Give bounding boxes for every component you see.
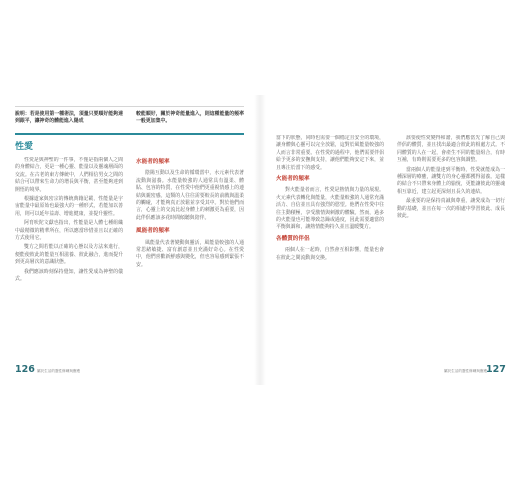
- paragraph: 當兩個人的能量達到平衡時，性愛就能成為一種深層的療癒，讓雙方的身心靈都獲得滋養。這樣的結合不只帶來身體上的愉悅，更能讓彼此的靈魂相互靠近，建立起更深刻且長久的連結。: [397, 166, 505, 195]
- paragraph: 根據道家與密宗的傳統典籍記載，性能量是宇宙能量中最原始也最強大的一種形式，若能加以善用，則可以延年益壽、增進健康，並提升靈性。: [15, 196, 123, 217]
- paragraph: 該要使性愛變得和諧，我們應當先了解自己與伴侶的體質，並且找出最適合彼此的相處方式。不同體質的人在一起，會產生不同的能量組合，有時互補，有時則需要更多的包容與調整。: [397, 135, 505, 164]
- paragraph: 最重要的是保持真誠與尊重，讓愛成為一切行動的基礎，並且在每一次的相處中學習彼此、成長彼此。: [397, 198, 505, 220]
- left-column: [276, 135, 384, 360]
- subheading-air: 風能者的頻率: [136, 228, 170, 235]
- paragraph: 當下的狀態，同時也需要一個穩定且安全的環境，讓身體與心靈可以完全放鬆，這對於風能量較強的人而言非常重要。在性愛的過程中，他們需要伴侶給予更多的安撫與支持，讓他們能夠安定下來，並且專注於當下的感受。: [276, 135, 384, 171]
- left-column: [15, 157, 123, 362]
- intro-note: 說明：若是使用第一種術法，須量只要順好能夠達到跟平，讓神奇的體能進入陽成: [15, 111, 123, 125]
- paragraph: 雙方之間若能以正確的心態以及方法來進行，便能使彼此的能量互相滋養、彼此融合，進而提升到更高層次的意識狀態。: [15, 244, 123, 266]
- right-column: [136, 157, 244, 362]
- running-head: 屬於生活的靈性修練與療癒: [444, 369, 488, 373]
- page-number: 126: [15, 364, 35, 375]
- intro-note-cont: 較能順好，關於神奇能量進入，則這種能量的頻率一般更加集中。: [136, 111, 244, 125]
- paragraph: 阿育吠陀文獻也指出，性能量是人體七種組織中最精微的精華所在，所以應當珍惜並且以正確的方式使用它。: [15, 220, 123, 242]
- running-head: 屬於生活的靈性修練與療癒: [37, 369, 81, 373]
- right-page: [276, 100, 505, 376]
- paragraph: 陰陽互動以及生命的循環當中，水元素代表著流動與滋養。水能量較強的人通常具有溫柔、體貼、包容的特質，在性愛中他們更重視情感上的連結與親密感。這類的人往往需要較長的前戲與溫柔的觸碰，才能夠真正放鬆並享受其中。對於他們而言，心靈上的交流比起身體上的刺激更為重要，因此伴侶應該多花時間傾聽與陪伴。: [136, 170, 244, 221]
- paragraph: 風能量代表著變動與靈活，風能量較強的人通常思緒敏捷、富有創意並且充滿好奇心。在性愛中，他們喜歡新鮮感與變化，但也容易感到緊張不安。: [136, 239, 244, 268]
- subheading-fire: 火能者的頻率: [276, 176, 310, 183]
- paragraph: 性愛是與神聖的一件事，不僅是指兩個人之間的身體結合，更是一種心靈、能量以及靈魂層面的交流。在古老的東方傳統中，人們相信男女之間的結合可以帶來生命力的增長與平衡，甚至能夠達到開悟的境界。: [15, 157, 123, 193]
- paragraph: 對火能量者而言，性愛是熱情與力量的展現。火元素代表轉化與能量，火能量較強的人通常充滿活力、自信並且具有強烈的慾望。他們在性愛中往往主動積極，享受激情與刺激的體驗。然而，過多的火能量也可能導致急躁或過度，因此需要適當的平衡與調和，讓熱情能夠持久並且溫暖雙方。: [276, 187, 384, 231]
- section-rule: [15, 133, 244, 135]
- subheading-water: 水能者的頻率: [136, 159, 170, 165]
- left-page: [15, 100, 244, 376]
- book-gutter: [254, 95, 266, 385]
- page-number: 127: [486, 364, 506, 375]
- section-title: 性愛: [15, 142, 34, 152]
- paragraph: 兩個人在一起時，自然會互相影響，能量也會在彼此之間流動與交換。: [276, 247, 384, 261]
- right-column: [397, 135, 505, 360]
- paragraph: 我們應該時刻保持覺知，讓性愛成為神聖的儀式。: [15, 268, 123, 283]
- top-rule: [15, 106, 244, 107]
- subheading-partners: 各體質的伴侶: [276, 235, 310, 242]
